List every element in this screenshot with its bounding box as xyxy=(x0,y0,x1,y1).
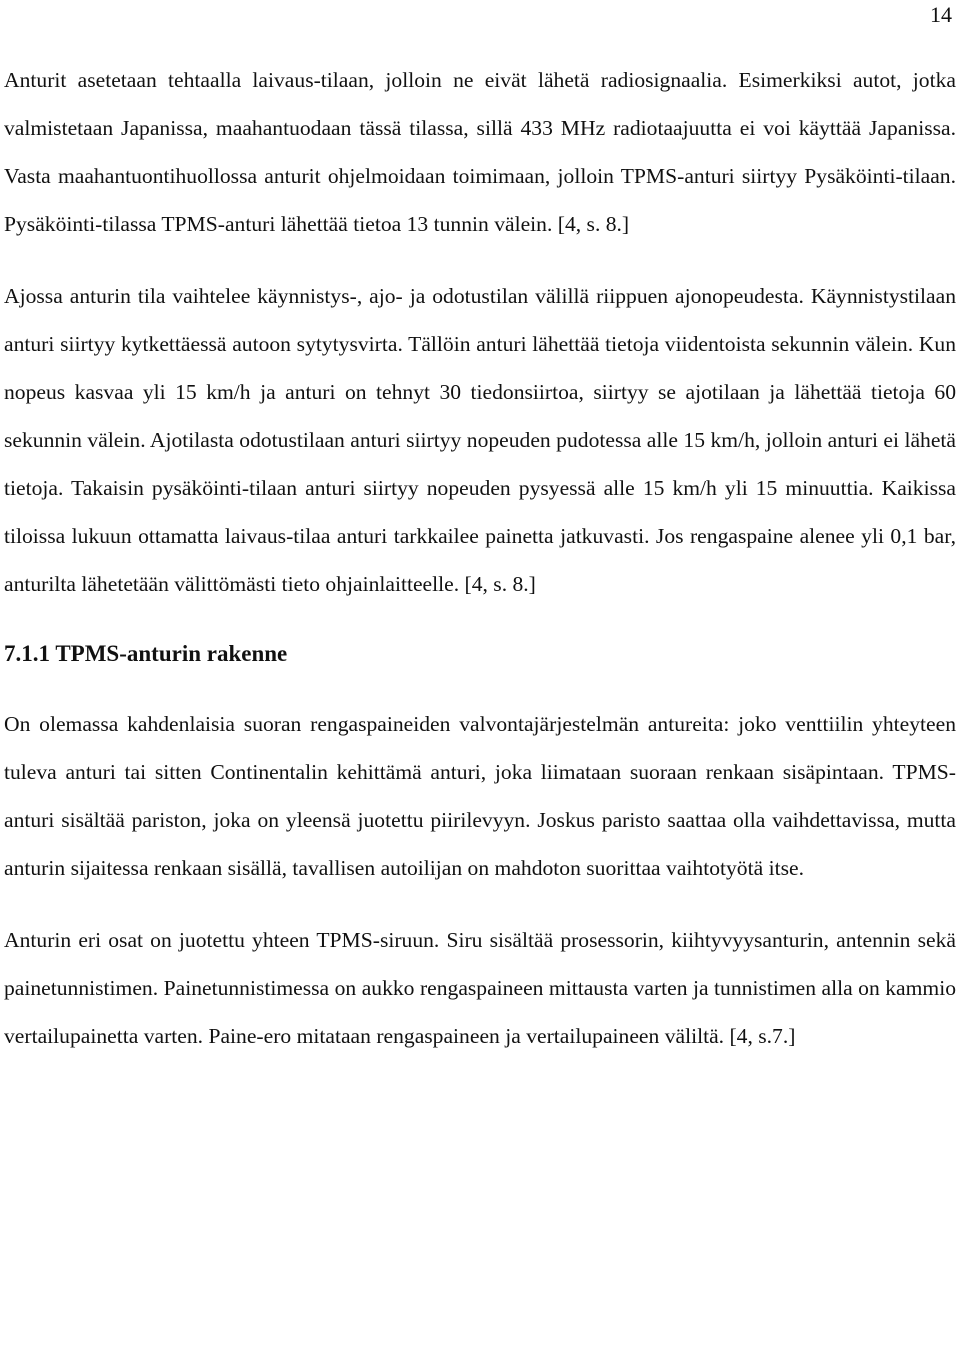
paragraph-ajotilat: Ajossa anturin tila vaihtelee käynnistys-, ajo- ja odotustilan välillä riippuen ajonopeudesta. Käynnistystilaan anturi siirtyy kytkettäessä autoon sytytysvirta. Tällöin anturi lähettää tietoja viidentoista sekunnin välein. Kun nopeus kasvaa yli 15 km/h ja anturi on tehnyt 30 tiedonsiirtoa, siirtyy se ajotilaan ja lähettää tietoja 60 sekunnin välein. Ajotilasta odotustilaan anturi siirtyy nopeuden pudotessa alle 15 km/h, jolloin anturi ei lähetä tietoja. Takaisin pysäköinti-tilaan anturi siirtyy nopeuden pysyessä alle 15 km/h yli 15 minuuttia. Kaikissa tiloissa lukuun ottamatta laivaus-tilaa anturi tarkkailee painetta jatkuvasti. Jos rengaspaine alenee yli 0,1 bar, anturilta lähetetään välittömästi tieto ohjainlaitteelle. [4, s. 8.] xyxy=(4,284,956,596)
page-number: 14 xyxy=(930,2,952,27)
section-heading: 7.1.1 TPMS-anturin rakenne xyxy=(4,641,288,666)
paragraph-anturityypit: On olemassa kahdenlaisia suoran rengaspaineiden valvontajärjestelmän antureita: joko venttiilin yhteyteen tuleva anturi tai sitten Continentalin kehittämä anturi, joka liimataan suoraan renkaan sisäpintaan. TPMS-anturi sisältää pariston, joka on yleensä juotettu piirilevyyn. Joskus paristo saattaa olla vaihdettavissa, mutta anturin sijaitessa renkaan sisällä, tavallisen autoilijan on mahdoton suorittaa vaihtotyötä itse. xyxy=(4,712,956,880)
paragraph-laivaus-tila: Anturit asetetaan tehtaalla laivaus-tilaan, jolloin ne eivät lähetä radiosignaalia. Esimerkiksi autot, jotka valmistetaan Japanissa, maahantuodaan tässä tilassa, sillä 433 MHz radiotaajuutta ei voi käyttää Japanissa. Vasta maahantuontihuollossa anturit ohjelmoidaan toimimaan, jolloin TPMS-anturi siirtyy Pysäköinti-tilaan. Pysäköinti-tilassa TPMS-anturi lähettää tietoa 13 tunnin välein. [4, s. 8.] xyxy=(4,68,956,236)
document-body xyxy=(4,56,956,1060)
paragraph-tpms-siru: Anturin eri osat on juotettu yhteen TPMS-siruun. Siru sisältää prosessorin, kiihtyvyysanturin, antennin sekä painetunnistimen. Painetunnistimessa on aukko rengaspaineen mittausta varten ja tunnistimen alla on kammio vertailupainetta varten. Paine-ero mitataan rengaspaineen ja vertailupaineen väliltä. [4, s.7.] xyxy=(4,928,956,1048)
